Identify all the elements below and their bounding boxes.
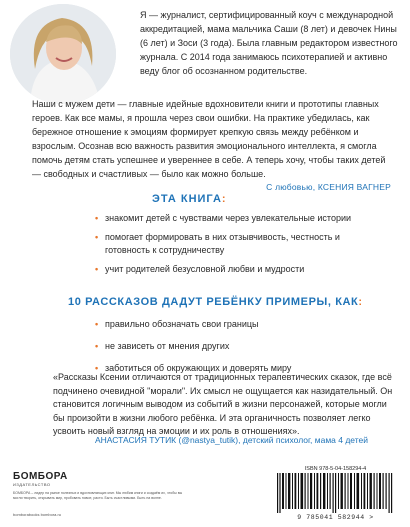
- publisher-logo-subtitle: ИЗДАТЕЛЬСТВО: [13, 482, 51, 487]
- intro-paragraph: Наши с мужем дети — главные идейные вдохновители книги и прототипы главных героев. Как все мамы, я прошла через свои ошибки. На практике убедилась, как бережное отношение к эмоциям формирует крепкую связь между ребёнком и взрослым. Осознав всю важность развития эмоционального интеллекта, я смогла помочь детям стать успешнее и увереннее в себе. А теперь хочу, чтобы таких детей — свободных и счастливых — было как можно больше.: [32, 99, 386, 179]
- author-photo: [10, 4, 116, 104]
- testimonial-author: АНАСТАСИЯ ТУТИК (@nastya_tutik), детский психолог, мама 4 детей: [95, 435, 369, 445]
- list-item: • заботиться об окружающих и доверять миру: [95, 362, 375, 375]
- publisher-logo: БОМБОРА: [13, 471, 68, 482]
- author-bio: Я — журналист, сертифицированный коуч с международной аккредитацией, мама мальчика Саши (8 лет) и девочек Нины (6 лет) и Зоси (3 года). Была главным редактором известного журнала. С 2014 года занимаюсь психотерапией и активно веду блог об осознанном родительстве.: [140, 10, 398, 76]
- barcode-block: [271, 466, 400, 522]
- book-heading-text: ЭТА КНИГА:: [152, 193, 227, 205]
- list-item: • учит родителей безусловной любви и мудрости: [95, 263, 375, 276]
- heading-colon: :: [358, 296, 363, 308]
- author-portrait-image: [10, 4, 116, 104]
- heading-colon: :: [221, 193, 227, 205]
- barcode-number: 9 785041 582944 >: [297, 514, 374, 521]
- list-item: • помогает формировать в них отзывчивость, честность и готовность к сотрудничеству: [95, 231, 375, 257]
- isbn-text: ISBN 978-5-04-158294-4: [304, 466, 367, 472]
- author-signature: С любовью, КСЕНИЯ ВАГНЕР: [266, 182, 391, 192]
- publisher-fine-print: БОМБОРА – лидер на рынке полезных и вдохновляющих книг. Мы любим книги и создаём их, чтобы вы могли творить, открывать мир, пробовать новое, расти. Быть счастливыми. Быть на волне.: [13, 491, 183, 500]
- list-item: • знакомит детей с чувствами через увлекательные истории: [95, 212, 375, 225]
- testimonial-quote: «Рассказы Ксении отличаются от традиционных терапевтических сказок, где всё подчинено очевидной "морали". Их смысл не ощущается как назидательный. Он становится логичным выводом из событий в жизни персонажей, которые могли бы произойти в жизни любого ребёнка. И эта органичность позволяет легко усвоить новый взгляд на эмоции и их роль в отношениях».: [53, 372, 393, 436]
- publisher-social: bomborabooks bombora.ru: [13, 512, 62, 517]
- book-points-list: [95, 212, 375, 282]
- stories-heading: 10 РАССКАЗОВ ДАДУТ РЕБЁНКУ ПРИМЕРЫ, КАК:: [68, 296, 363, 308]
- barcode-icon: [277, 473, 394, 513]
- list-item: • правильно обозначать свои границы: [95, 318, 375, 331]
- list-item: • не зависеть от мнения других: [95, 340, 375, 353]
- book-heading: [152, 193, 227, 205]
